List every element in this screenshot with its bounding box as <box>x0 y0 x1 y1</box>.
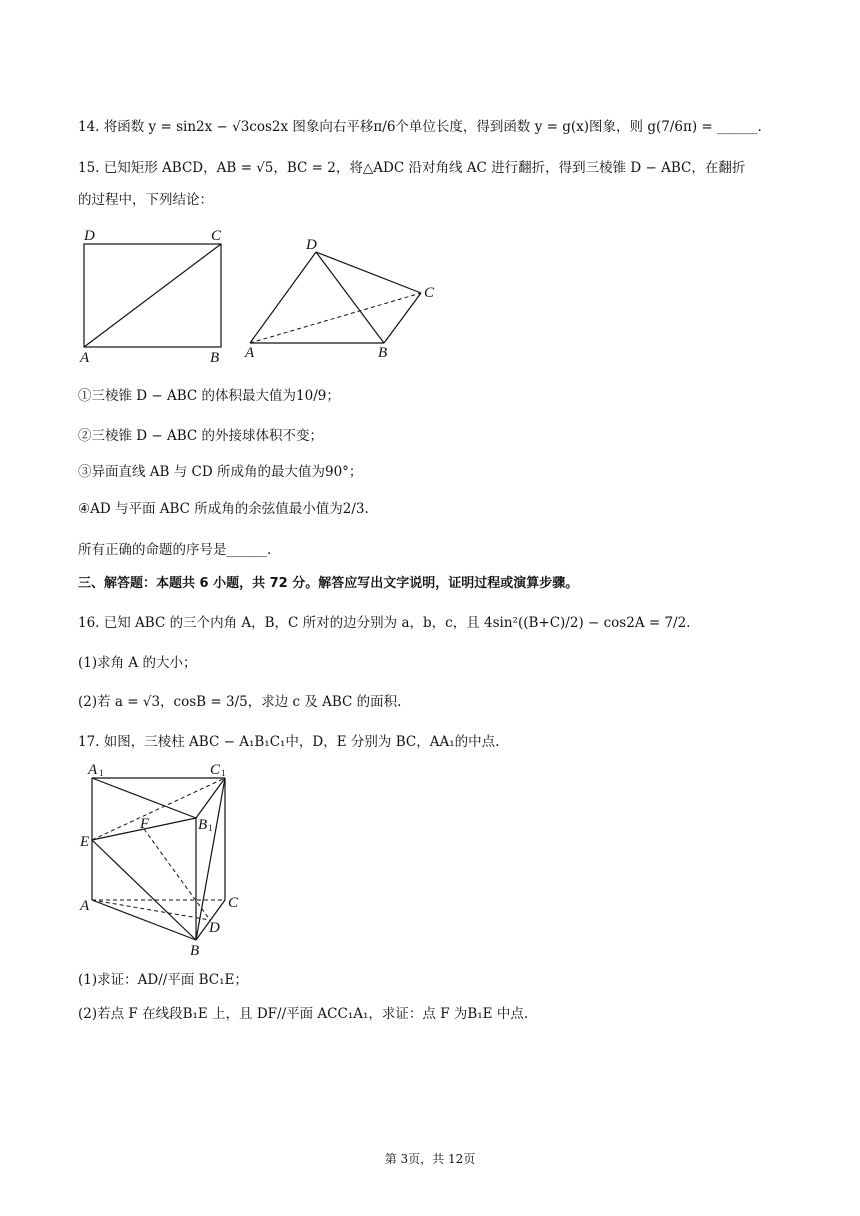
label-a1-subscript: 1 <box>99 768 104 778</box>
edge-ac-dashed <box>250 293 421 343</box>
option-3: ③异面直线 AB 与 CD 所成角的最大值为90°； <box>78 464 363 480</box>
edge-b1c1 <box>196 778 225 818</box>
page-footer: 第 3页，共 12页 <box>384 1152 476 1166</box>
label-d: D <box>306 237 317 253</box>
question-16: 16. 已知 ABC 的三个内角 A，B，C 所对的边分别为 a，b，c，且 4sin²((B+C)/2) − cos2A = 7/2. <box>78 615 691 631</box>
option-4: ④AD 与平面 ABC 所成角的余弦值最小值为2/3. <box>78 501 369 517</box>
edge-bc <box>384 293 421 343</box>
question-17-part2: (2)若点 F 在线段B₁E 上，且 DF//平面 ACC₁A₁，求证：点 F 为B₁E 中点. <box>78 1006 529 1022</box>
edge-a1b1 <box>92 778 196 818</box>
label-b1-subscript: 1 <box>208 823 213 833</box>
edge-eb <box>92 840 196 940</box>
label-d: D <box>84 228 95 244</box>
edge-fd-dashed <box>144 829 210 920</box>
question-16-part1: (1)求角 A 的大小； <box>78 655 197 671</box>
question-17: 17. 如图，三棱柱 ABC − A₁B₁C₁中，D，E 分别为 BC，AA₁的中点. <box>78 734 500 750</box>
question-15-ask: 所有正确的命题的序号是______. <box>78 542 272 558</box>
question-15-line2: 的过程中，下列结论： <box>78 192 213 208</box>
question-17-part1: (1)求证：AD//平面 BC₁E； <box>78 972 248 988</box>
diagonal-ac <box>84 244 221 347</box>
label-e: E <box>80 834 90 850</box>
label-a: A <box>80 350 90 366</box>
label-c: C <box>424 285 435 301</box>
label-f: F <box>140 816 150 832</box>
edge-c1b <box>196 778 225 940</box>
label-a: A <box>245 345 255 361</box>
edge-ad-dashed <box>92 900 210 920</box>
edge-ab <box>92 900 196 940</box>
question-15-line1: 15. 已知矩形 ABCD，AB = √5，BC = 2，将△ADC 沿对角线 AC 进行翻折，得到三棱锥 D − ABC，在翻折 <box>78 160 746 176</box>
section-3-heading: 三、解答题：本题共 6 小题，共 72 分。解答应写出文字说明，证明过程或演算步骤。 <box>78 576 579 591</box>
question-16-part2: (2)若 a = √3，cosB = 3/5，求边 c 及 ABC 的面积. <box>78 694 402 710</box>
label-c: C <box>228 895 239 911</box>
figure-rectangle <box>78 226 258 366</box>
figure-prism <box>78 760 258 960</box>
question-14: 14. 将函数 y = sin2x − √3cos2x 图象向右平移π/6个单位长度，得到函数 y = g(x)图象，则 g(7/6π) = ______. <box>78 119 762 135</box>
option-2: ②三棱锥 D − ABC 的外接球体积不变； <box>78 428 324 444</box>
label-b: B <box>210 350 220 366</box>
label-c1-subscript: 1 <box>221 768 226 778</box>
label-c: C <box>211 228 222 244</box>
edge-da <box>250 252 316 343</box>
label-b: B <box>378 345 388 361</box>
option-1: ①三棱锥 D − ABC 的体积最大值为10/9； <box>78 388 340 404</box>
label-a: A <box>80 898 90 914</box>
label-b: B <box>190 943 200 959</box>
figure-tetrahedron <box>244 232 444 362</box>
label-c1: C <box>210 762 221 778</box>
label-b1: B <box>198 817 208 833</box>
label-a1: A <box>88 762 98 778</box>
label-d: D <box>209 920 220 936</box>
